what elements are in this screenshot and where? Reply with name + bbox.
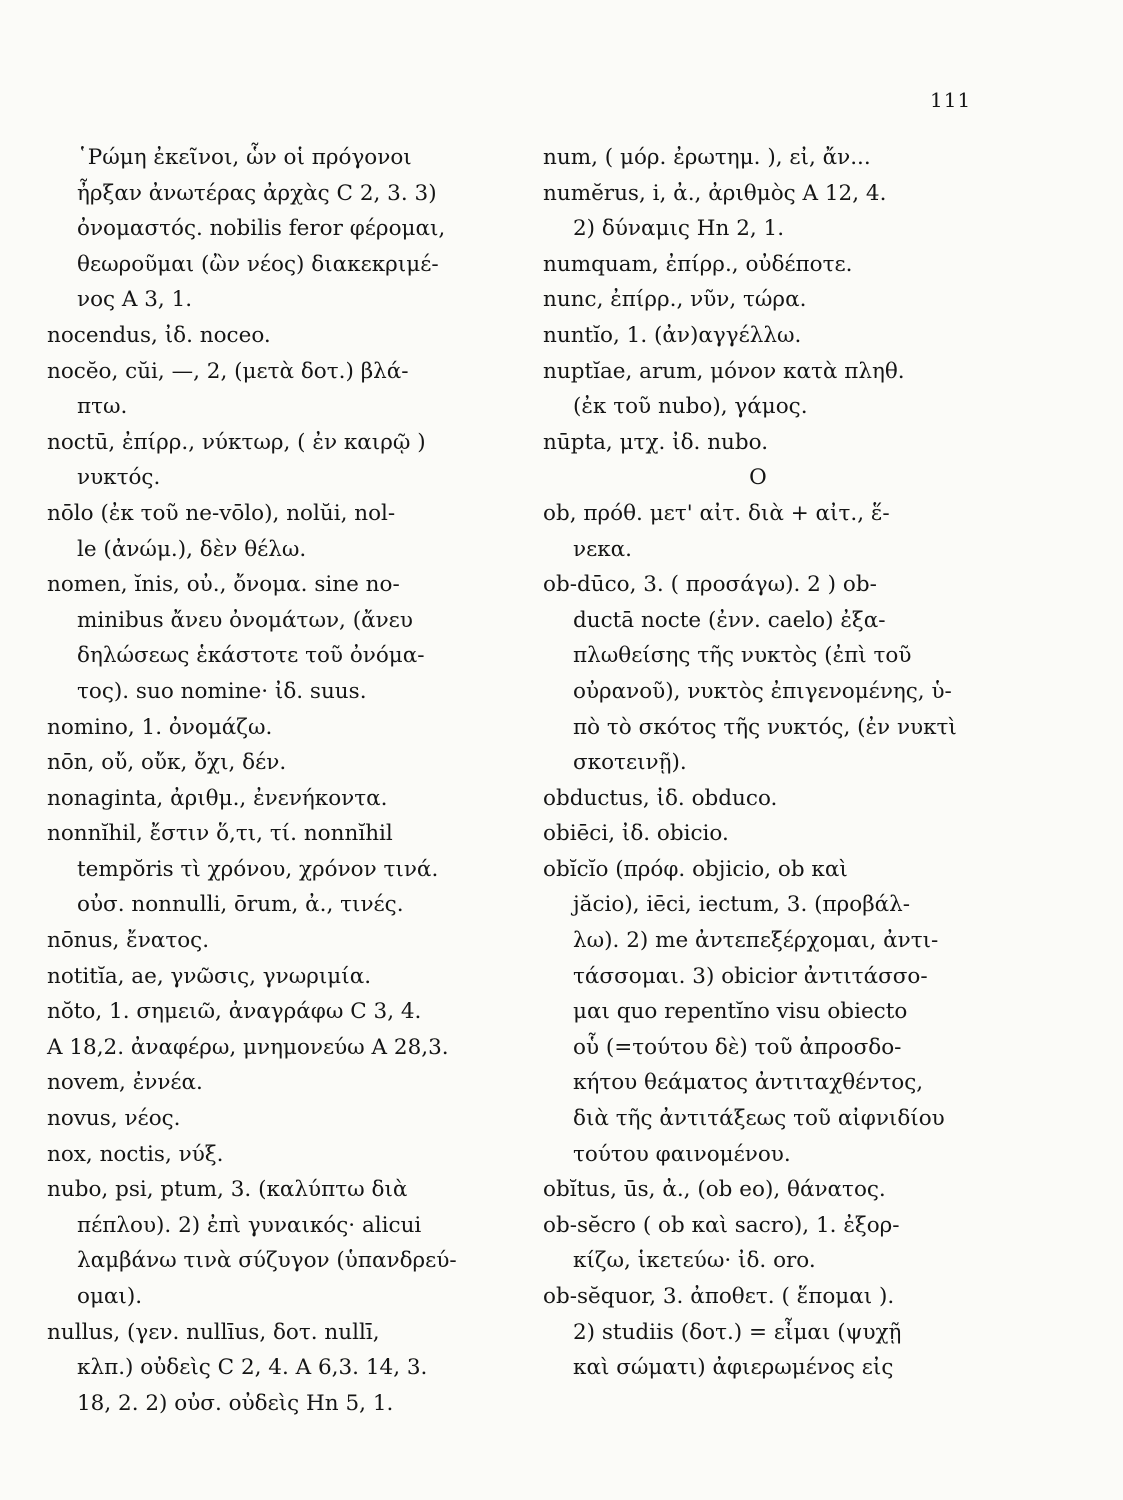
dictionary-line: ob-sĕquor, 3. ἀποθετ. ( ἕπομαι ). bbox=[543, 1284, 895, 1309]
dictionary-line: nūpta, μτχ. ἰδ. nubo. bbox=[543, 429, 769, 455]
dictionary-line: nox, noctis, νύξ. bbox=[47, 1141, 224, 1167]
dictionary-line: καὶ σώματι) ἀφιερωμένος εἰς bbox=[573, 1355, 894, 1381]
dictionary-line: οὐρανοῦ), νυκτὸς ἐπιγενομένης, ὑ- bbox=[573, 678, 952, 704]
dictionary-line: obiēci, ἰδ. obicio. bbox=[543, 821, 729, 847]
dictionary-line: νος A 3, 1. bbox=[77, 287, 193, 313]
dictionary-line: διὰ τῆς ἀντιτάξεως τοῦ αἰφνιδίου bbox=[573, 1106, 945, 1132]
dictionary-line: ob-dūco, 3. ( προσάγω). 2 ) ob- bbox=[543, 572, 877, 598]
dictionary-line: (ἐκ τοῦ nubo), γάμος. bbox=[573, 394, 808, 420]
dictionary-line: τος). suo nomine· ἰδ. suus. bbox=[77, 678, 367, 704]
dictionary-line: A 18,2. ἀναφέρω, μνημονεύω A 28,3. bbox=[47, 1034, 449, 1060]
dictionary-line: λω). 2) me ἀντεπεξέρχομαι, ἀντι- bbox=[573, 928, 939, 954]
dictionary-line: obductus, ἰδ. obduco. bbox=[543, 785, 778, 811]
dictionary-line: ὀνομαστός. nobilis feror φέρομαι, bbox=[77, 216, 446, 242]
dictionary-line: minibus ἄνευ ὀνομάτων, (ἄνευ bbox=[77, 607, 413, 633]
dictionary-line: nomen, ĭnis, οὐ., ὄνομα. sine no- bbox=[47, 572, 400, 598]
dictionary-line: nōlo (ἐκ τοῦ ne-vōlo), nolŭi, nol- bbox=[47, 500, 396, 526]
dictionary-line: οὗ (=τούτου δὲ) τοῦ ἀπροσδο- bbox=[573, 1034, 902, 1060]
dictionary-line: ῾Ρώμη ἐκεῖνοι, ὧν οἱ πρόγονοι bbox=[77, 145, 412, 170]
dictionary-line: λαμβάνω τινὰ σύζυγον (ὑπανδρεύ- bbox=[77, 1248, 457, 1274]
dictionary-line: nunc, ἐπίρρ., νῦν, τώρα. bbox=[543, 287, 807, 313]
dictionary-line: πὸ τὸ σκότος τῆς νυκτός, (ἐν νυκτὶ bbox=[573, 714, 957, 740]
dictionary-line: nuntĭo, 1. (ἀν)αγγέλλω. bbox=[543, 322, 802, 348]
dictionary-line: οὐσ. nonnulli, ōrum, ἀ., τινές. bbox=[77, 892, 404, 918]
dictionary-line: 2) studiis (δοτ.) = εἶμαι (ψυχῇ bbox=[573, 1319, 902, 1345]
dictionary-line: νυκτός. bbox=[77, 465, 161, 491]
dictionary-line: nonnĭhil, ἔστιν ὅ,τι, τί. nonnĭhil bbox=[47, 821, 393, 847]
dictionary-line: κλπ.) οὐδεὶς C 2, 4. A 6,3. 14, 3. bbox=[77, 1355, 428, 1381]
right-column bbox=[543, 140, 973, 1386]
dictionary-line: obĭcĭo (πρόφ. objicio, ob καὶ bbox=[543, 856, 848, 882]
dictionary-line: nuptĭae, arum, μόνον κατὰ πληθ. bbox=[543, 358, 905, 384]
dictionary-line: nocĕo, cŭi, —, 2, (μετὰ δοτ.) βλά- bbox=[47, 358, 409, 384]
dictionary-line: nubo, psi, ptum, 3. (καλύπτω διὰ bbox=[47, 1177, 408, 1203]
dictionary-line: notitĭa, ae, γνῶσις, γνωριμία. bbox=[47, 963, 372, 989]
page-number: 111 bbox=[930, 88, 972, 112]
dictionary-line: nōnus, ἔνατος. bbox=[47, 928, 210, 954]
dictionary-line: ομαι). bbox=[77, 1284, 143, 1309]
dictionary-line: nullus, (γεν. nullīus, δοτ. nullī, bbox=[47, 1319, 380, 1345]
dictionary-line: nonaginta, ἀριθμ., ἐνενήκοντα. bbox=[47, 785, 388, 811]
dictionary-line: νεκα. bbox=[573, 536, 632, 562]
dictionary-line: ob, πρόθ. μετ' αἰτ. διὰ + αἰτ., ἕ- bbox=[543, 500, 890, 526]
dictionary-line: πέπλου). 2) ἐπὶ γυναικός· alicui bbox=[77, 1212, 422, 1238]
dictionary-line: ἦρξαν ἀνωτέρας ἀρχὰς C 2, 3. 3) bbox=[77, 180, 437, 206]
dictionary-line: θεωροῦμαι (ὢν νέος) διακεκριμέ- bbox=[77, 251, 439, 277]
dictionary-line: noctū, ἐπίρρ., νύκτωρ, ( ἐν καιρῷ ) bbox=[47, 429, 426, 455]
dictionary-line: nōn, οὔ, οὔκ, ὄχι, δέν. bbox=[47, 750, 287, 776]
left-column bbox=[47, 140, 517, 1421]
dictionary-line: tempŏris τὶ χρόνου, χρόνον τινά. bbox=[77, 856, 439, 882]
dictionary-line: ductā nocte (ἐνν. caelo) ἐξα- bbox=[573, 607, 886, 633]
dictionary-line: novem, ἐννέα. bbox=[47, 1070, 203, 1096]
dictionary-line: ob-sĕcro ( ob καὶ sacro), 1. ἐξορ- bbox=[543, 1212, 900, 1238]
dictionary-line: numĕrus, i, ἀ., ἀριθμὸς A 12, 4. bbox=[543, 180, 887, 206]
dictionary-line: κήτου θεάματος ἀντιταχθέντος, bbox=[573, 1070, 924, 1096]
dictionary-line: τάσσομαι. 3) obicior ἀντιτάσσο- bbox=[573, 963, 928, 989]
dictionary-line: numquam, ἐπίρρ., οὐδέποτε. bbox=[543, 251, 853, 277]
dictionary-line: num, ( μόρ. ἐρωτημ. ), εἰ, ἄν... bbox=[543, 145, 871, 170]
dictionary-line: obĭtus, ūs, ἀ., (ob eo), θάνατος. bbox=[543, 1177, 886, 1203]
dictionary-line: jăcio), iēci, iectum, 3. (προβάλ- bbox=[573, 892, 911, 918]
dictionary-line: πλωθείσης τῆς νυκτὸς (ἐπὶ τοῦ bbox=[573, 643, 912, 669]
dictionary-line: novus, νέος. bbox=[47, 1106, 181, 1132]
dictionary-line: 2) δύναμις Hn 2, 1. bbox=[573, 216, 785, 242]
dictionary-line: nocendus, ἰδ. noceo. bbox=[47, 322, 271, 348]
dictionary-line: μαι quo repentĭno visu obiecto bbox=[573, 999, 908, 1025]
dictionary-line: τούτου φαινομένου. bbox=[573, 1141, 791, 1167]
dictionary-line: nŏto, 1. σημειῶ, ἀναγράφω C 3, 4. bbox=[47, 999, 422, 1025]
dictionary-line: πτω. bbox=[77, 394, 128, 420]
dictionary-line: κίζω, ἱκετεύω· ἰδ. oro. bbox=[573, 1248, 816, 1274]
dictionary-line: δηλώσεως ἑκάστοτε τοῦ ὀνόμα- bbox=[77, 643, 425, 669]
dictionary-line: σκοτεινῇ). bbox=[573, 750, 687, 776]
section-letter-heading: O bbox=[749, 465, 767, 491]
dictionary-line: 18, 2. 2) οὐσ. οὐδεὶς Hn 5, 1. bbox=[77, 1390, 394, 1416]
dictionary-line: nomino, 1. ὀνομάζω. bbox=[47, 714, 273, 740]
dictionary-line: le (ἀνώμ.), δὲν θέλω. bbox=[77, 536, 307, 562]
